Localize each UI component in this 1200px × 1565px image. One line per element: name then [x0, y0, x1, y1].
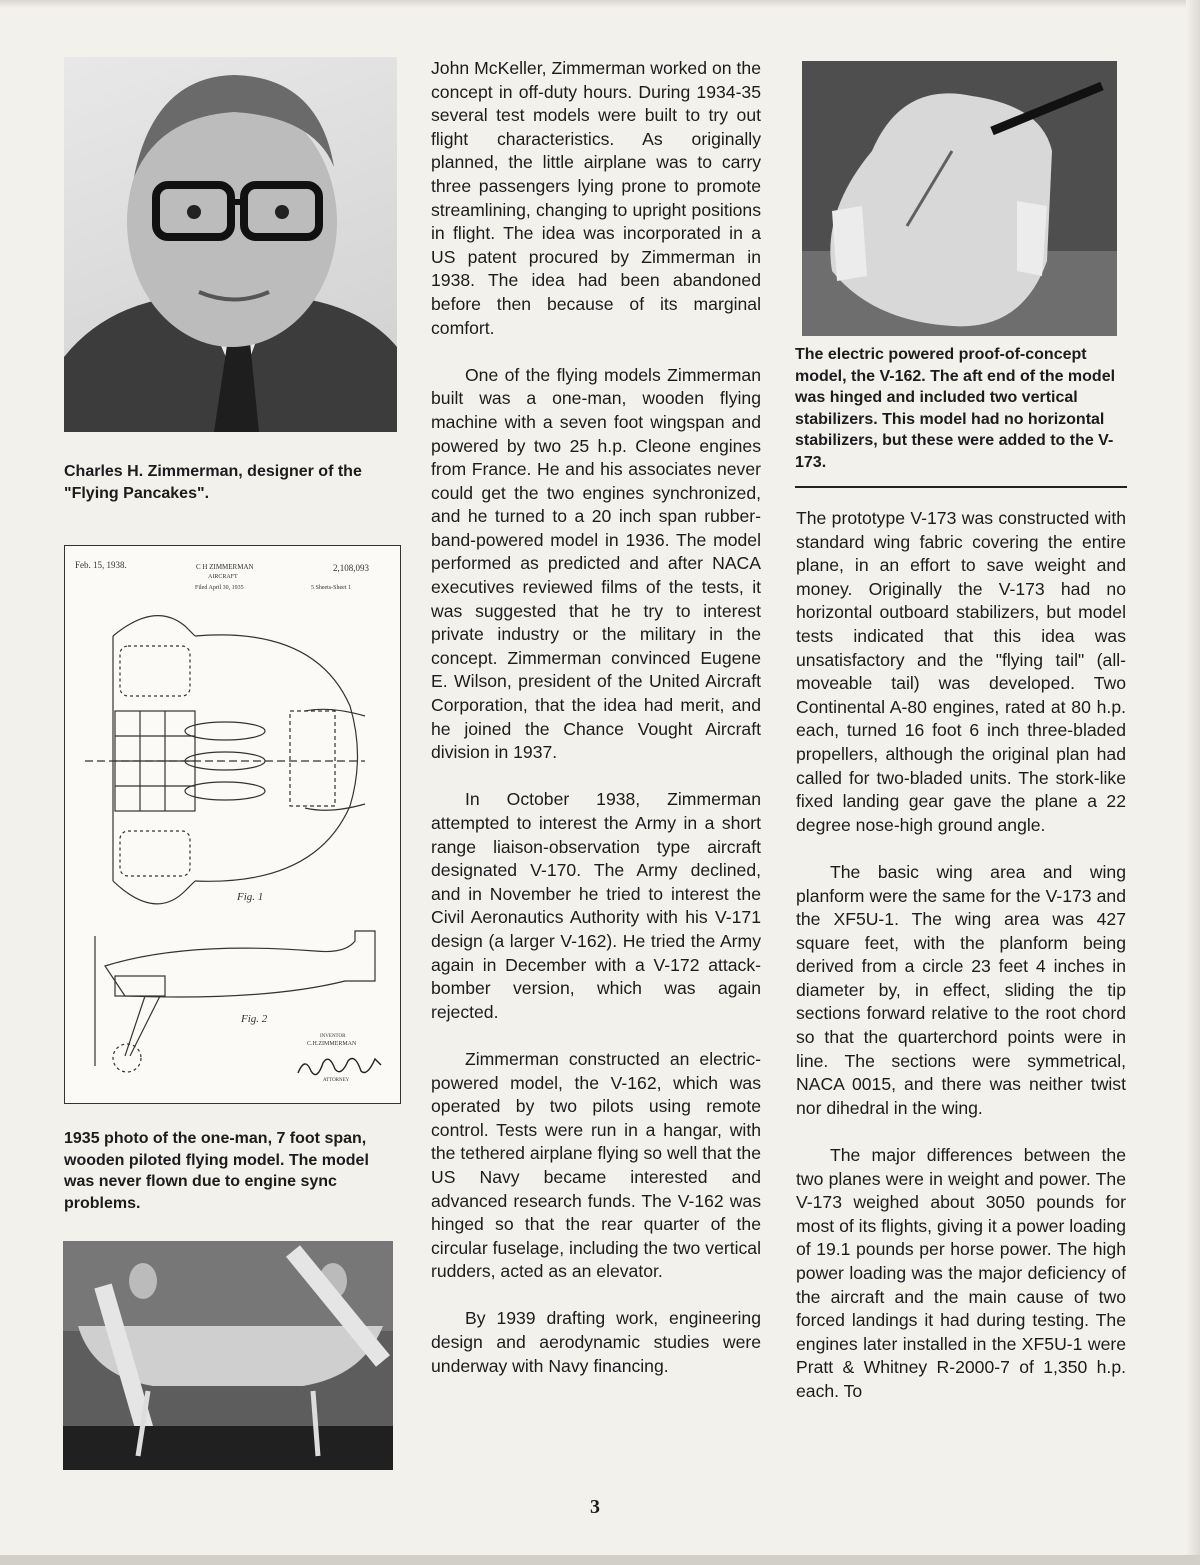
v162-model-photo	[802, 61, 1117, 336]
fig2-label: Fig. 2	[241, 1013, 268, 1025]
portrait-photo	[64, 57, 397, 432]
patent-number: 2,108,093	[333, 563, 369, 573]
patent-filed: Filed April 30, 1935	[195, 585, 244, 591]
paragraph: By 1939 drafting work, engineering design and aerodynamic studies were underway with Navy financing.	[431, 1308, 761, 1376]
page-number: 3	[590, 1496, 600, 1518]
attorney-label: ATTORNEY	[323, 1078, 350, 1083]
section-divider	[795, 486, 1127, 488]
patent-sheets: 5 Sheets-Sheet 1	[311, 585, 351, 591]
patent-drawing	[64, 545, 401, 1104]
patent-inventor-header: C H ZIMMERMAN	[196, 563, 254, 571]
inventor-label: INVENTOR	[320, 1034, 346, 1039]
page-bottom-edge	[0, 1555, 1200, 1565]
paragraph: In October 1938, Zimmerman attempted to interest the Army in a short range liaison-observation type aircraft designated V-170. The Army declined, and in November he tried to interest the Civil Aeronautics Authority with his V-171 design (a larger V-162). He tried the Army again in December with a V-172 attack-bomber version, which was again rejected.	[431, 789, 761, 1022]
patent-date: Feb. 15, 1938.	[75, 560, 127, 570]
paragraph: The basic wing area and wing planform were the same for the V-173 and the XF5U-1. The wing area was 427 square feet, with the planform being derived from a circle 23 feet 4 inches in diameter by, in effect, sliding the tip sections forward relative to the root chord so that the quarterchord points were in line. The sections were symmetrical, NACA 0015, and there was neither twist nor dihedral in the wing.	[796, 861, 1126, 1118]
inventor-name: C.H.ZIMMERMAN	[307, 1041, 357, 1047]
paragraph: John McKeller, Zimmerman worked on the concept in off-duty hours. During 1934-35 several test models were built to try out flight characteristics. As originally planned, the little airplane was to carry three passengers lying prone to promote streamlining, changing to upright positions in flight. The idea was incorporated in a US patent procured by Zimmerman in 1938. The idea had been abandoned before then because of its marginal comfort.	[431, 58, 761, 338]
paragraph: The major differences between the two planes were in weight and power. The V-173 weighed about 3050 pounds for most of its flights, giving it a power loading of 19.1 pounds per horse power. The high power loading was the major deficiency of the aircraft and the main cause of two forced landings it had during testing. The engines later installed in the XF5U-1 were Pratt & Whitney R-2000-7 of 1,350 h.p. each. To	[796, 1145, 1126, 1401]
paragraph: Zimmerman constructed an electric-powered model, the V-162, which was operated by two pilots using remote control. Tests were run in a hangar, with the tethered airplane flying so well that the US Navy became interested and advanced research funds. The V-162 was hinged so that the rear quarter of the circular fuselage, including the two vertical rudders, acted as an elevator.	[431, 1048, 761, 1282]
paragraph: One of the flying models Zimmerman built was a one-man, wooden flying machine with a seven foot wingspan and powered by two 25 h.p. Cleone engines from France. He and his associates never could get the two engines synchronized, and he turned to a 20 inch span rubber-band-powered model in 1936. The model performed as predicted and after NACA executives reviewed films of the tests, it was suggested that he try to interest private industry or the military in the concept. Zimmerman convinced Eugene E. Wilson, president of the United Aircraft Corporation, that the idea had merit, and he joined the Chance Vought Aircraft division in 1937.	[431, 364, 761, 763]
attorney-signature	[293, 1051, 388, 1081]
fig1-label: Fig. 1	[237, 891, 264, 903]
portrait-caption: Charles H. Zimmerman, designer of the "Flying Pancakes".	[64, 463, 362, 502]
patent-caption: 1935 photo of the one-man, 7 foot span, wooden piloted flying model. The model was never flown due to engine sync problems.	[64, 1130, 369, 1212]
page-top-edge	[0, 0, 1200, 8]
page-right-edge	[1186, 0, 1200, 1565]
v162-caption: The electric powered proof-of-concept model, the V-162. The aft end of the model was hinged and included two vertical stabilizers. This model had no horizontal stabilizers, but these were added to the V-173.	[795, 346, 1116, 471]
wooden-model-photo	[63, 1241, 393, 1470]
right-column-text	[796, 507, 1126, 1427]
patent-subject: AIRCRAFT	[208, 574, 238, 580]
paragraph: The prototype V-173 was constructed with standard wing fabric covering the entire plane, in an effort to save weight and money. Originally the V-173 had no horizontal outboard stabilizers, but model tests indicated that this idea was unsatisfactory and the "flying tail" (all-moveable tail) was developed. Two Continental A-80 engines, rated at 80 h.p. each, turned 16 foot 6 inch three-bladed propellers, although the original plan had called for two-bladed units. The stork-like fixed landing gear gave the plane a 22 degree nose-high ground angle.	[796, 508, 1126, 835]
middle-column-text	[431, 57, 761, 1402]
